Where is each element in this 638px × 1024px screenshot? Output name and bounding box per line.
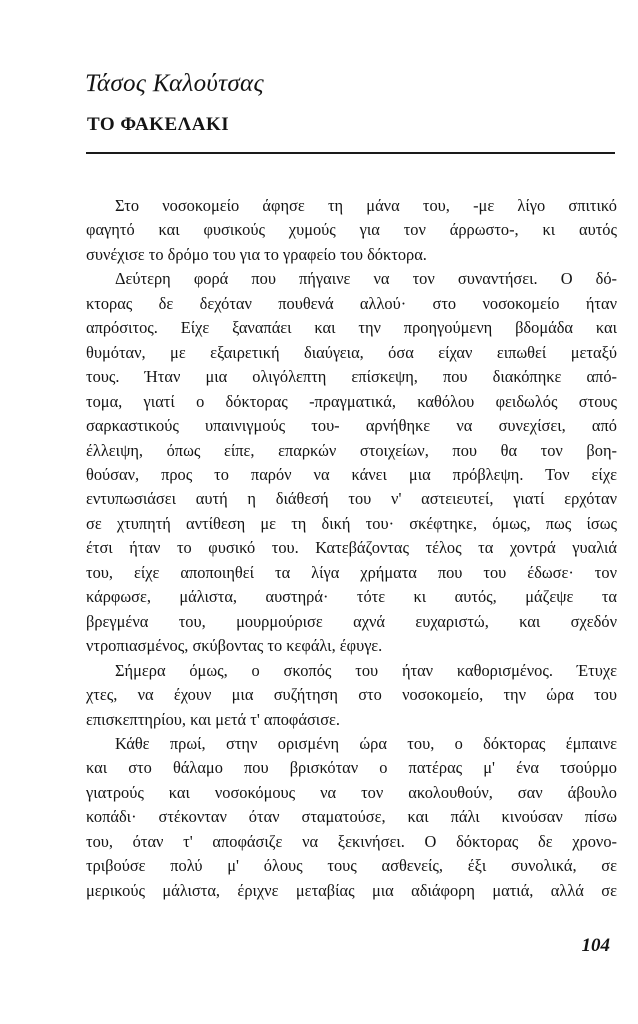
text-line: εντυπωσιάσει αυτή η διάθεσή του ν' αστειευτεί, γιατί ερχόταν	[86, 489, 617, 509]
text-line: χτες, να έχουν μια συζήτηση στο νοσοκομείο, την ώρα του	[86, 685, 617, 705]
text-line: μερικούς μάλιστα, έριχνε μεταβίας μια αδιάφορη ματιά, αλλά σε	[86, 880, 617, 900]
page-number: 104	[581, 935, 610, 956]
text-line: βρεγμένα του, μουρμούρισε αχνά ευχαριστώ, και σχεδόν	[86, 611, 617, 631]
story-title: ΤΟ ΦΑΚΕΛΑΚΙ	[87, 114, 230, 135]
text-line: έτσι ήταν το φυσικό του. Κατεβάζοντας τέλος τα χοντρά γυαλιά	[86, 538, 617, 558]
text-line: γιατρούς και νοσοκόμους να τον ακολουθούν, σαν άβουλο	[86, 782, 617, 802]
paragraph	[86, 267, 617, 658]
text-line: κοπάδι· στέκονταν όταν σταματούσε, και πάλι κινούσαν πίσω	[86, 807, 617, 827]
text-line: του, είχε αποποιηθεί τα λίγα χρήματα που του έδωσε· τον	[86, 562, 617, 582]
paragraph	[86, 659, 617, 732]
text-line: τους. Ήταν μια ολιγόλεπτη επίσκεψη, που διακόπηκε από-	[86, 367, 617, 387]
title-divider	[86, 152, 615, 154]
text-line: θούσαν, προς το παρόν να κάνει μια πρόβλεψη. Τον είχε	[86, 464, 617, 484]
text-line: τομα, γιατί ο δόκτορας -πραγματικά, καθόλου φειδωλός στους	[86, 391, 617, 411]
text-line: απρόσιτος. Είχε ξαναπάει και την προηγούμενη βδομάδα και	[86, 318, 617, 338]
text-line: ντροπιασμένος, σκύβοντας το κεφάλι, έφυγε.	[86, 636, 383, 656]
text-line: και στο θάλαμο που βρισκόταν ο πατέρας μ' ένα τσούρμο	[86, 758, 617, 778]
text-line: έλλειψη, όπως είπε, επαρκών στοιχείων, που θα τον βοη-	[86, 440, 617, 460]
story-body	[86, 194, 617, 903]
paragraph	[86, 194, 617, 267]
text-line: Κάθε πρωί, στην ορισμένη ώρα του, ο δόκτορας έμπαινε	[115, 733, 617, 753]
text-line: του, όταν τ' αποφάσιζε να ξεκινήσει. Ο δόκτορας δε χρονο-	[86, 831, 617, 851]
text-line: Δεύτερη φορά που πήγαινε να τον συναντήσει. Ο δό-	[115, 269, 617, 289]
paragraph	[86, 732, 617, 903]
text-line: συνέχισε το δρόμο του για το γραφείο του δόκτορα.	[86, 244, 427, 264]
text-line: κτορας δε δεχόταν πουθενά αλλού· στο νοσοκομείο ήταν	[86, 293, 617, 313]
text-line: επισκεπτηρίου, και μετά τ' αποφάσισε.	[86, 709, 341, 729]
text-line: θυμόταν, με εξαιρετική διαύγεια, όσα είχαν ειπωθεί μεταξύ	[86, 342, 617, 362]
text-line: σαρκαστικούς υπαινιγμούς του- αρνήθηκε να συνεχίσει, από	[86, 416, 617, 436]
author-name: Τάσος Καλούτσας	[85, 70, 264, 97]
text-line: φαγητό και φυσικούς χυμούς για τον άρρωστο-, κι αυτός	[86, 220, 617, 240]
text-line: σε χτυπητή αντίθεση με τη δική του· σκέφτηκε, όμως, πως ίσως	[86, 513, 617, 533]
text-line: Σήμερα όμως, ο σκοπός του ήταν καθορισμένος. Έτυχε	[115, 660, 617, 680]
text-line: τριβούσε πολύ μ' όλους τους ασθενείς, έξι συνολικά, σε	[86, 856, 617, 876]
text-line: Στο νοσοκομείο άφησε τη μάνα του, -με λίγο σπιτικό	[115, 196, 617, 215]
text-line: κάρφωσε, μάλιστα, αυστηρά· τότε κι αυτός, μάζεψε τα	[86, 587, 617, 607]
